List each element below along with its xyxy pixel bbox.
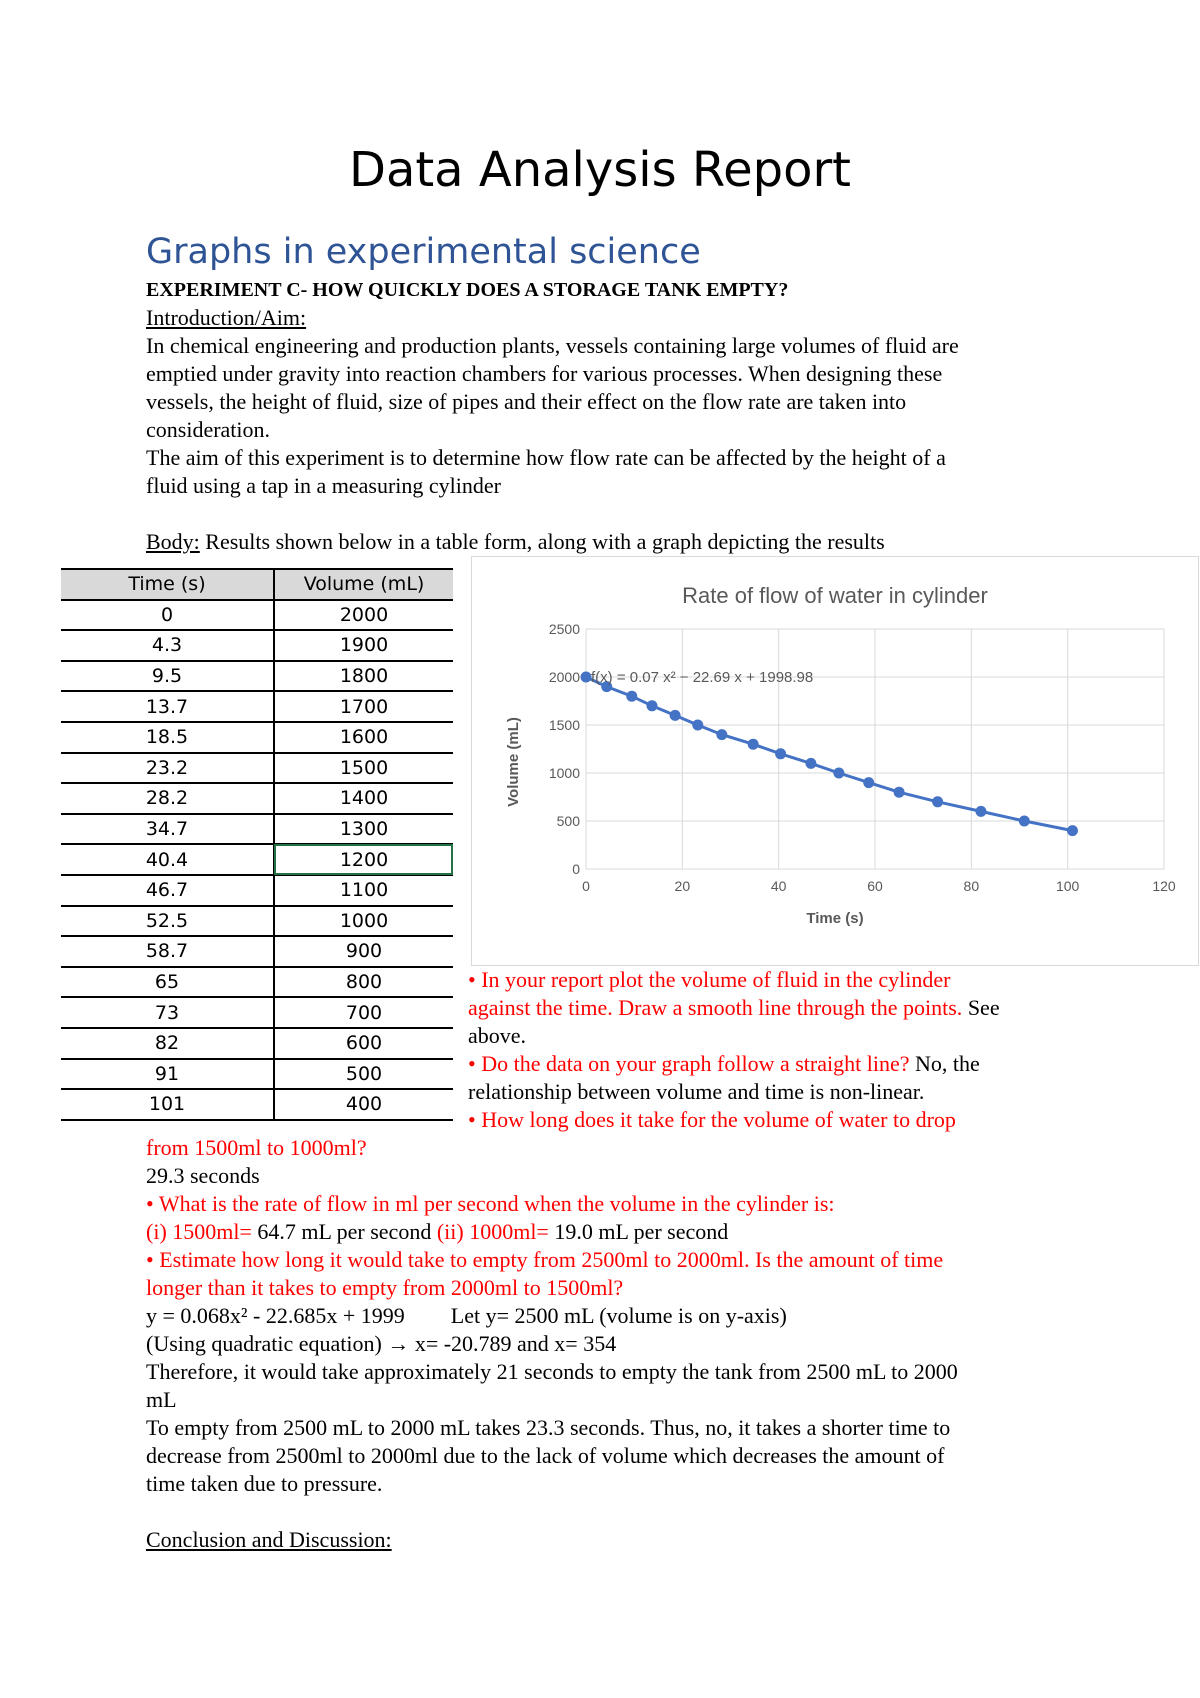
- question-1-answer-line: above.: [468, 1023, 527, 1048]
- volume-cell[interactable]: 1300: [274, 814, 453, 845]
- part-1-label: (i) 1500ml=: [146, 1219, 252, 1244]
- table-row: [61, 1089, 453, 1120]
- bullet-icon: •: [146, 1247, 160, 1272]
- intro-label: Introduction/Aim:: [146, 305, 307, 330]
- time-cell[interactable]: 73: [61, 997, 274, 1028]
- part-2-label: (ii) 1000ml=: [436, 1219, 549, 1244]
- y-axis-label: Volume (mL): [505, 717, 522, 807]
- bullet-icon: •: [146, 1191, 159, 1216]
- data-point[interactable]: [626, 691, 637, 702]
- series-line: [586, 677, 1072, 831]
- x-tick-label: 60: [867, 878, 883, 894]
- data-point[interactable]: [716, 729, 727, 740]
- question-2-answer-line: relationship between volume and time is non-linear.: [468, 1079, 925, 1104]
- volume-cell[interactable]: 1800: [274, 661, 453, 692]
- question-4-line: [146, 1190, 835, 1218]
- table-row: [61, 906, 453, 937]
- time-cell[interactable]: 9.5: [61, 661, 274, 692]
- data-point[interactable]: [581, 672, 592, 683]
- question-5-line-1: [146, 1246, 943, 1274]
- data-point[interactable]: [692, 720, 703, 731]
- question-1-text: against the time. Draw a smooth line through the points.: [468, 995, 963, 1020]
- chart-container[interactable]: [471, 556, 1199, 966]
- y-tick-label: 500: [556, 813, 580, 829]
- x-tick-label: 40: [770, 878, 787, 894]
- body-text: Results shown below in a table form, along with a graph depicting the results: [199, 529, 885, 554]
- conclusion-line: decrease from 2500ml to 2000ml due to the lack of volume which decreases the amount of: [146, 1443, 945, 1468]
- time-cell[interactable]: 0: [61, 600, 274, 631]
- table-row: [61, 722, 453, 753]
- bullet-icon: •: [468, 1107, 482, 1132]
- question-1-answer: See: [962, 995, 1000, 1020]
- data-point[interactable]: [646, 700, 657, 711]
- bullet-icon: •: [468, 967, 482, 992]
- question-1-text: In your report plot the volume of fluid in the cylinder: [481, 967, 951, 992]
- time-cell[interactable]: 65: [61, 967, 274, 998]
- volume-cell[interactable]: 1900: [274, 630, 453, 661]
- body-line: [146, 528, 885, 556]
- x-tick-label: 0: [582, 878, 590, 894]
- question-4-answer: [146, 1218, 728, 1246]
- flow-rate-chart: [472, 557, 1198, 965]
- time-cell[interactable]: 13.7: [61, 691, 274, 722]
- intro-line: vessels, the height of fluid, size of pipes and their effect on the flow rate are taken into: [146, 389, 907, 414]
- data-point[interactable]: [805, 758, 816, 769]
- intro-line: emptied under gravity into reaction chambers for various processes. When designing these: [146, 361, 943, 386]
- conclusion-line: time taken due to pressure.: [146, 1471, 383, 1496]
- table-row: [61, 783, 453, 814]
- question-5-text: Estimate how long it would take to empty from 2500ml to 2000ml. Is the amount of time: [159, 1247, 944, 1272]
- question-2-line-1: [468, 1050, 980, 1078]
- volume-cell[interactable]: 1400: [274, 783, 453, 814]
- time-cell[interactable]: 46.7: [61, 875, 274, 906]
- volume-cell[interactable]: 2000: [274, 600, 453, 631]
- question-2-text: Do the data on your graph follow a straight line?: [481, 1051, 910, 1076]
- let-statement: Let y= 2500 mL (volume is on y-axis): [450, 1303, 787, 1328]
- table-row: [61, 630, 453, 661]
- table-row: [61, 844, 453, 875]
- table-header-row: [61, 569, 453, 600]
- experiment-title: EXPERIMENT C- HOW QUICKLY DOES A STORAGE TANK EMPTY?: [146, 279, 789, 301]
- question-3-answer: 29.3 seconds: [146, 1163, 260, 1188]
- aim-line: The aim of this experiment is to determine how flow rate can be affected by the height of a: [146, 445, 946, 470]
- table-row: [61, 753, 453, 784]
- data-point[interactable]: [975, 806, 986, 817]
- y-tick-label: 2000: [548, 669, 580, 685]
- table-row: [61, 936, 453, 967]
- data-point[interactable]: [894, 787, 905, 798]
- data-point[interactable]: [748, 739, 759, 750]
- table-row: [61, 661, 453, 692]
- time-cell[interactable]: 101: [61, 1089, 274, 1120]
- time-cell[interactable]: 34.7: [61, 814, 274, 845]
- conclusion-heading: Conclusion and Discussion:: [146, 1527, 392, 1552]
- equation-line: [146, 1302, 787, 1330]
- data-point[interactable]: [1067, 825, 1078, 836]
- part-2-value: 19.0 mL per second: [548, 1219, 729, 1244]
- volume-cell[interactable]: 1700: [274, 691, 453, 722]
- volume-cell[interactable]: 700: [274, 997, 453, 1028]
- time-cell[interactable]: 82: [61, 1028, 274, 1059]
- data-point[interactable]: [863, 777, 874, 788]
- table-row: [61, 875, 453, 906]
- question-1-line-2: [468, 994, 1000, 1022]
- table-row: [61, 1028, 453, 1059]
- data-point[interactable]: [932, 796, 943, 807]
- volume-cell-selected[interactable]: 1200: [274, 844, 453, 875]
- time-cell[interactable]: 40.4: [61, 844, 274, 875]
- chart-series: [581, 672, 1078, 837]
- volume-cell[interactable]: 500: [274, 1059, 453, 1090]
- time-cell[interactable]: 91: [61, 1059, 274, 1090]
- x-tick-label: 100: [1055, 878, 1080, 894]
- x-tick-label: 80: [963, 878, 980, 894]
- time-cell[interactable]: 18.5: [61, 722, 274, 753]
- y-tick-label: 0: [572, 861, 580, 877]
- bullet-icon: •: [468, 1051, 482, 1076]
- data-point[interactable]: [833, 768, 844, 779]
- column-header-volume: Volume (mL): [274, 569, 453, 600]
- question-5-line-2: longer than it takes to empty from 2000ml to 1500ml?: [146, 1275, 624, 1300]
- equation: y = 0.068x² - 22.685x + 1999: [146, 1303, 405, 1328]
- volume-cell[interactable]: 1100: [274, 875, 453, 906]
- question-1-line-1: [468, 966, 950, 994]
- time-cell[interactable]: 52.5: [61, 906, 274, 937]
- intro-line: consideration.: [146, 417, 271, 442]
- intro-line: In chemical engineering and production plants, vessels containing large volumes of fluid are: [146, 333, 959, 358]
- question-3-line-1: [468, 1106, 956, 1134]
- therefore-line: Therefore, it would take approximately 21 seconds to empty the tank from 2500 mL to 2000: [146, 1359, 958, 1384]
- y-tick-label: 1500: [548, 717, 580, 733]
- x-tick-label: 120: [1152, 878, 1176, 894]
- quadratic-line: (Using quadratic equation) → x= -20.789 and x= 354: [146, 1331, 617, 1356]
- question-3-text: How long does it take for the volume of water to drop: [481, 1107, 956, 1132]
- table-row: [61, 967, 453, 998]
- question-3-line-2: from 1500ml to 1000ml?: [146, 1135, 367, 1160]
- part-1-value: 64.7 mL per second: [251, 1219, 437, 1244]
- y-tick-label: 2500: [548, 621, 580, 637]
- table-row: [61, 814, 453, 845]
- question-4-text: What is the rate of flow in ml per second when the volume in the cylinder is:: [158, 1191, 835, 1216]
- table-row: [61, 691, 453, 722]
- volume-cell[interactable]: 800: [274, 967, 453, 998]
- results-table: [61, 568, 453, 1121]
- time-cell[interactable]: 28.2: [61, 783, 274, 814]
- y-tick-label: 1000: [548, 765, 580, 781]
- question-2-answer: No, the: [909, 1051, 980, 1076]
- chart-title: Rate of flow of water in cylinder: [682, 583, 988, 608]
- volume-cell[interactable]: 900: [274, 936, 453, 967]
- table-row: [61, 997, 453, 1028]
- table-row: [61, 1059, 453, 1090]
- aim-line: fluid using a tap in a measuring cylinder: [146, 473, 501, 498]
- data-point[interactable]: [670, 710, 681, 721]
- volume-cell[interactable]: 400: [274, 1089, 453, 1120]
- therefore-line: mL: [146, 1387, 177, 1412]
- chart-ticks: [549, 621, 1176, 894]
- time-cell[interactable]: 4.3: [61, 630, 274, 661]
- section-heading: Graphs in experimental science: [146, 232, 701, 272]
- volume-cell[interactable]: 600: [274, 1028, 453, 1059]
- column-header-time: Time (s): [61, 569, 274, 600]
- table-row: [61, 600, 453, 631]
- time-cell[interactable]: 23.2: [61, 753, 274, 784]
- x-axis-label: Time (s): [806, 910, 864, 927]
- volume-cell[interactable]: 1000: [274, 906, 453, 937]
- page-title: Data Analysis Report: [348, 142, 851, 198]
- data-point[interactable]: [1019, 816, 1030, 827]
- trendline-equation: f(x) = 0.07 x² − 22.69 x + 1998.98: [591, 669, 814, 686]
- x-tick-label: 20: [674, 878, 691, 894]
- volume-cell[interactable]: 1500: [274, 753, 453, 784]
- time-cell[interactable]: 58.7: [61, 936, 274, 967]
- conclusion-line: To empty from 2500 mL to 2000 mL takes 23.3 seconds. Thus, no, it takes a shorter time to: [146, 1415, 951, 1440]
- body-label: Body:: [146, 529, 200, 554]
- data-point[interactable]: [775, 748, 786, 759]
- volume-cell[interactable]: 1600: [274, 722, 453, 753]
